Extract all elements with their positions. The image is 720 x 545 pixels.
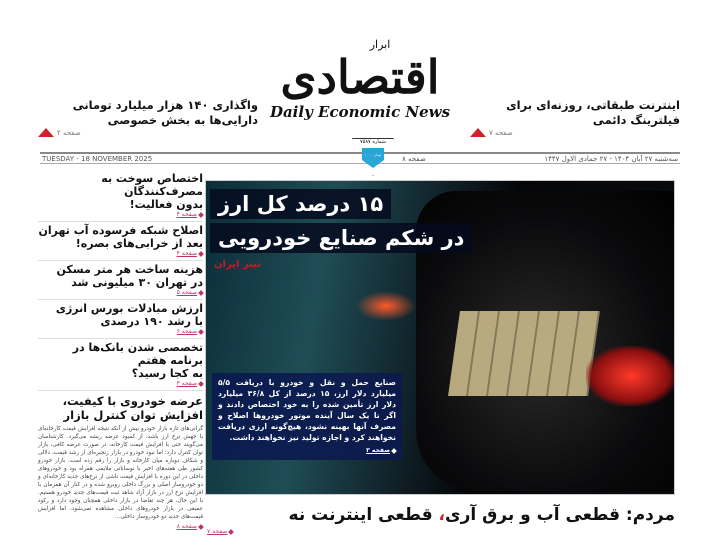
diamond-icon [229, 529, 235, 535]
page-count: ۸ صفحه [402, 155, 426, 163]
page-ref: صفحه ۴ [176, 211, 197, 218]
triangle-icon [38, 128, 54, 137]
page-ref: صفحه ۶ [176, 328, 197, 335]
parking-light [356, 291, 416, 321]
english-date: TUESDAY - 18 NOVEMBER 2025 [42, 154, 153, 163]
top-left-teaser[interactable]: واگذاری ۱۴۰ هزار میلیارد تومانی دارایی‌ها به بخش خصوصی صفحه ۲ [38, 98, 258, 137]
diamond-icon [391, 448, 397, 454]
persian-date: سه‌شنبه ۲۷ آبان ۱۴۰۴ - ۲۷ جمادی الاول ۱۴۴۷ [544, 154, 678, 163]
top-right-teaser[interactable]: اینترنت طبقاتی، روزنه‌ای برای فیلترینگ دائمی صفحه ۷ [470, 98, 680, 137]
diamond-icon [198, 290, 204, 296]
hero-headline: ۱۵ درصد کل ارز [210, 189, 391, 219]
diamond-icon [198, 524, 204, 530]
watermark: تیتر ایران [214, 259, 261, 270]
logo-english: Daily Economic News [269, 103, 451, 121]
bottom-page-ref[interactable]: صفحه ۷ [207, 528, 233, 535]
diamond-icon [198, 212, 204, 218]
diamond-icon [198, 251, 204, 257]
hero-summary: صنایع حمل و نقل و خودرو با دریافت ۵/۵ میلیارد دلار ارز، ۱۵ درصد از کل ۳۶/۸ میلیارد دلار ارز تأمین شده را به خود اختصاص دادند و اگر تا یک سال آینده موتور خودروها اصلاح و مصرف آنها بهینه نشود، هیچ‌گونه ارزی دریافت نخواهند کرد و اجازه تولید نیز نخواهند داشت. صفحه ۳ [212, 373, 402, 460]
hero-page-ref[interactable]: صفحه ۳ [218, 445, 396, 456]
hero-headline-2: در شکم صنایع خودرویی [210, 223, 472, 253]
tail-light [586, 346, 675, 406]
page-ref: صفحه ۳ [176, 380, 197, 387]
list-item[interactable]: تخصصی شدن بانک‌ها در برنامه هفتم به کجا رسید؟ صفحه ۳ [38, 339, 203, 391]
logo-persian: اقتصادی [280, 50, 440, 104]
masthead-logo [262, 38, 458, 121]
page-ref: صفحه ۵ [176, 289, 197, 296]
article-headline: عرضه خودروی با کیفیت، [62, 394, 203, 408]
article-body: گرانی‌های تازه بازار خودرو بیش از آنکه نتیجه افزایش قیمت کارخانه‌ای یا جهش نرخ ارز باشد، از کمبود عرضه ریشه می‌گیرد. کارشناسان می‌گویند حتی با افزایش قیمت کارخانه، در صورت عرضه کافی، بازار توان کنترل دارد؛ اما نبود خودرو در بازار زنجیره‌ای از رشد قیمت، دلالی و شکاف دوباره میان کارخانه و بازار را رقم زده است. بازار خودرو کشور طی هفته‌های اخیر با نوساناتی ملایمی همراه بود و خودروهای داخلی در این دوره با افزایش قیمت ناشی از نرخ‌های جدید کارخانه‌ای و دو خودروساز اصلی و بزرگ داخلی روبرو شده و در کنار آن همزمان با افزایش نرخ ارز در بازار آزاد شاهد ثبت قیمت‌های جدید خودرو هستیم. با این حال، هر چند تقاضا در بازار داخلی همچنان وجود دارد و رکود عمیقی در بازار خودروهای داخلی مشاهده نمی‌شود، اما افزایش قیمت‌های جدید دو خودروساز داخلی... [38, 426, 203, 520]
diamond-icon [198, 329, 204, 335]
page-ref: صفحه ۲ [57, 128, 81, 137]
date-bar [40, 152, 680, 164]
diamond-icon [198, 381, 204, 387]
page-ref: صفحه ۷ [489, 128, 513, 137]
article-headline: افزایش توان کنترل بازار [63, 408, 203, 422]
price-text: ۱۰۰۰۰ تومان [364, 153, 382, 157]
list-item[interactable]: اختصاص سوخت به مصرف‌کنندگان بدون فعالیت! صفحه ۴ [38, 170, 203, 222]
article[interactable] [38, 391, 203, 530]
logo-small-text: ابرار [369, 38, 391, 51]
left-column [38, 170, 203, 530]
page-ref: صفحه ۸ [176, 523, 197, 530]
issue-number: شماره ۷۵۸۷ [360, 139, 386, 145]
list-item[interactable]: اصلاح شبکه فرسوده آب تهران بعد از خرابی‌های بصره! صفحه ۴ [38, 222, 203, 261]
hero-image[interactable] [205, 180, 675, 495]
money-stack [448, 311, 600, 396]
list-item[interactable]: ارزش مبادلات بورس انرژی با رشد ۱۹۰ درصدی صفحه ۶ [38, 300, 203, 339]
triangle-icon [470, 128, 486, 137]
price-badge [362, 148, 384, 168]
bottom-headline[interactable]: مردم: قطعی آب و برق آری، قطعی اینترنت نه [288, 505, 675, 525]
list-item[interactable]: هزینه ساخت هر متر مسکن در تهران ۳۰ میلیونی شد صفحه ۵ [38, 261, 203, 300]
page-ref: صفحه ۴ [176, 250, 197, 257]
